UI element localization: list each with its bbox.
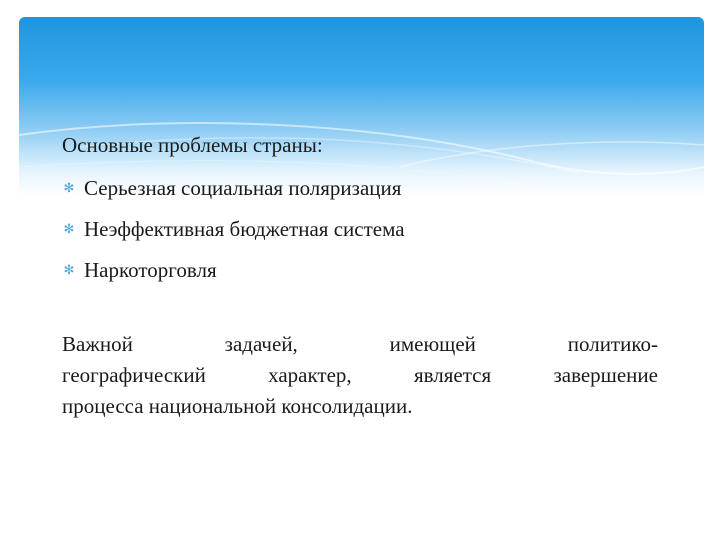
bullet-list — [62, 168, 658, 291]
paragraph-word: завершение — [553, 363, 658, 387]
paragraph-word: имеющей — [389, 332, 476, 356]
bullet-text: Неэффективная бюджетная система — [84, 217, 405, 241]
bullet-text: Серьезная социальная поляризация — [84, 176, 402, 200]
slide-heading: Основные проблемы страны: — [62, 133, 323, 157]
paragraph-line — [62, 329, 658, 360]
bullet-item — [62, 250, 658, 291]
asterisk-bullet-icon: ✻ — [63, 262, 75, 278]
paragraph-word: географический — [62, 363, 206, 387]
paragraph-line — [62, 360, 658, 391]
paragraph-word: процесса национальной консолидации. — [62, 394, 413, 418]
bullet-item — [62, 168, 658, 209]
paragraph-line — [62, 391, 658, 422]
body-paragraph — [62, 329, 658, 422]
slide-content — [62, 131, 658, 422]
paragraph-word: Важной — [62, 332, 133, 356]
paragraph-word: политико- — [567, 332, 658, 356]
bullet-item — [62, 209, 658, 250]
asterisk-bullet-icon: ✻ — [63, 180, 75, 196]
paragraph-word: является — [413, 363, 492, 387]
asterisk-bullet-icon: ✻ — [63, 221, 75, 237]
bullet-text: Наркоторговля — [84, 258, 217, 282]
paragraph-word: характер, — [268, 363, 352, 387]
paragraph-word: задачей, — [224, 332, 298, 356]
